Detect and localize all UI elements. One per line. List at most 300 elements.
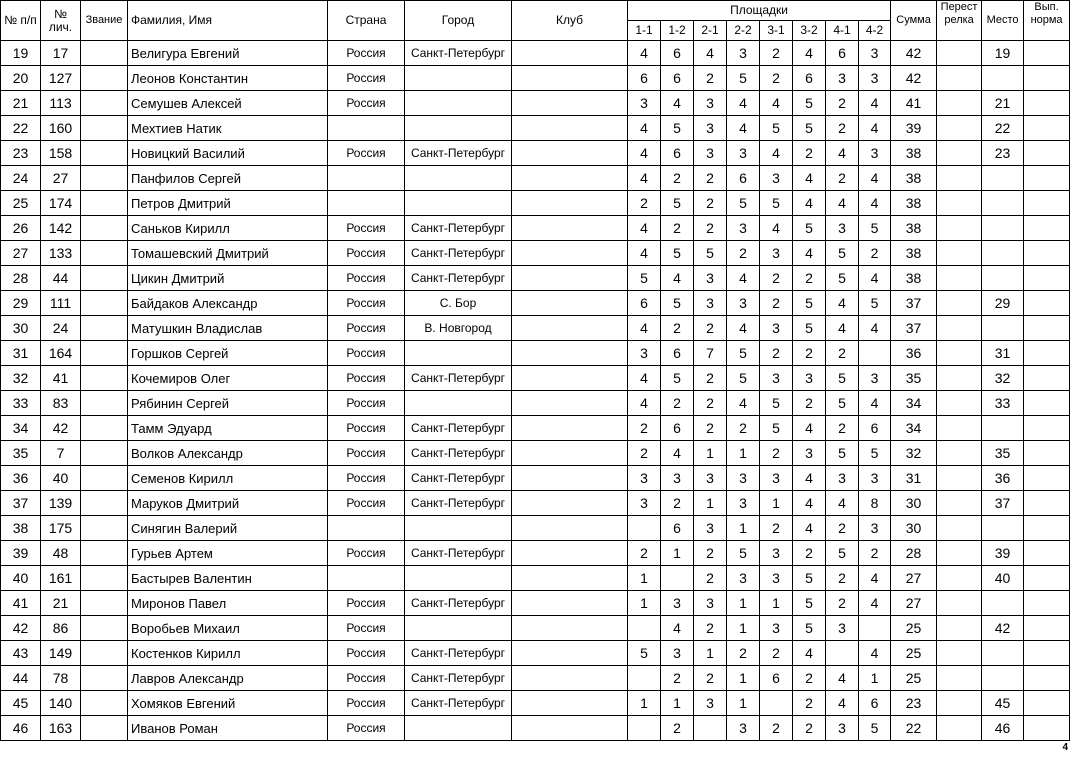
cell-score-4-2: 5 (859, 291, 891, 316)
cell-score-1-1 (628, 616, 661, 641)
cell-score-4-1: 5 (826, 266, 859, 291)
cell-score-2-1: 4 (694, 41, 727, 66)
cell-name: Маруков Дмитрий (128, 491, 328, 516)
cell-score-4-1: 3 (826, 466, 859, 491)
cell-score-1-1 (628, 666, 661, 691)
cell-num-pp: 38 (1, 516, 41, 541)
cell-retake (937, 616, 982, 641)
cell-score-3-1: 2 (760, 441, 793, 466)
cell-score-1-2: 5 (661, 116, 694, 141)
cell-place: 19 (982, 41, 1024, 66)
cell-city: Санкт-Петербург (405, 266, 512, 291)
cell-name: Рябинин Сергей (128, 391, 328, 416)
cell-score-2-1: 3 (694, 591, 727, 616)
cell-score-3-2: 5 (793, 216, 826, 241)
cell-score-1-2: 4 (661, 441, 694, 466)
cell-score-4-2 (859, 616, 891, 641)
cell-score-1-2: 2 (661, 491, 694, 516)
cell-score-4-2: 3 (859, 466, 891, 491)
cell-club (512, 691, 628, 716)
cell-norm (1024, 91, 1070, 116)
cell-norm (1024, 166, 1070, 191)
cell-club (512, 116, 628, 141)
page-number: 4 (1062, 742, 1068, 753)
cell-country: Россия (328, 66, 405, 91)
cell-score-1-2: 6 (661, 141, 694, 166)
cell-rank (81, 316, 128, 341)
cell-score-4-2: 4 (859, 591, 891, 616)
cell-score-2-2: 2 (727, 241, 760, 266)
cell-score-2-1: 2 (694, 541, 727, 566)
cell-score-2-2: 4 (727, 116, 760, 141)
cell-club (512, 466, 628, 491)
cell-city: Санкт-Петербург (405, 441, 512, 466)
cell-num-lich: 42 (41, 416, 81, 441)
cell-score-1-2: 5 (661, 241, 694, 266)
cell-num-lich: 139 (41, 491, 81, 516)
cell-retake (937, 516, 982, 541)
table-row (1, 641, 1070, 666)
table-row (1, 166, 1070, 191)
cell-score-3-1: 6 (760, 666, 793, 691)
cell-city: Санкт-Петербург (405, 41, 512, 66)
cell-score-2-1: 3 (694, 116, 727, 141)
cell-score-4-2: 6 (859, 416, 891, 441)
cell-place (982, 666, 1024, 691)
cell-score-4-2: 3 (859, 366, 891, 391)
cell-club (512, 491, 628, 516)
cell-score-4-2: 3 (859, 516, 891, 541)
cell-num-pp: 36 (1, 466, 41, 491)
cell-score-1-1: 4 (628, 41, 661, 66)
cell-num-lich: 133 (41, 241, 81, 266)
cell-score-2-2: 1 (727, 591, 760, 616)
cell-norm (1024, 566, 1070, 591)
cell-num-pp: 26 (1, 216, 41, 241)
cell-score-4-1: 4 (826, 141, 859, 166)
cell-score-2-2: 3 (727, 716, 760, 741)
cell-place (982, 641, 1024, 666)
cell-score-1-2: 4 (661, 266, 694, 291)
cell-score-3-1: 2 (760, 341, 793, 366)
cell-club (512, 316, 628, 341)
cell-score-4-1: 4 (826, 316, 859, 341)
cell-score-1-2: 2 (661, 216, 694, 241)
cell-country: Россия (328, 541, 405, 566)
cell-score-4-1: 4 (826, 191, 859, 216)
cell-score-3-1: 3 (760, 541, 793, 566)
cell-sum: 38 (891, 216, 937, 241)
cell-score-4-2: 1 (859, 666, 891, 691)
cell-norm (1024, 291, 1070, 316)
cell-score-4-1 (826, 641, 859, 666)
cell-country (328, 166, 405, 191)
header-platform-2-1: 2-1 (694, 21, 727, 41)
cell-rank (81, 266, 128, 291)
cell-score-2-2: 4 (727, 316, 760, 341)
cell-country: Россия (328, 466, 405, 491)
cell-score-2-2: 6 (727, 166, 760, 191)
cell-score-3-1: 5 (760, 116, 793, 141)
cell-name: Петров Дмитрий (128, 191, 328, 216)
cell-score-3-2: 3 (793, 441, 826, 466)
cell-sum: 42 (891, 41, 937, 66)
cell-num-pp: 20 (1, 66, 41, 91)
cell-place (982, 66, 1024, 91)
cell-score-1-1: 3 (628, 466, 661, 491)
cell-num-pp: 33 (1, 391, 41, 416)
cell-retake (937, 691, 982, 716)
cell-score-4-2: 8 (859, 491, 891, 516)
header-norm (1024, 1, 1070, 41)
cell-rank (81, 666, 128, 691)
cell-city: Санкт-Петербург (405, 366, 512, 391)
cell-score-1-2: 3 (661, 591, 694, 616)
cell-score-2-1: 1 (694, 641, 727, 666)
cell-score-4-1: 2 (826, 116, 859, 141)
cell-country (328, 116, 405, 141)
cell-sum: 30 (891, 491, 937, 516)
cell-rank (81, 241, 128, 266)
cell-score-3-1: 4 (760, 216, 793, 241)
cell-retake (937, 641, 982, 666)
cell-place: 33 (982, 391, 1024, 416)
cell-rank (81, 366, 128, 391)
cell-club (512, 616, 628, 641)
cell-rank (81, 716, 128, 741)
cell-sum: 41 (891, 91, 937, 116)
cell-num-pp: 32 (1, 366, 41, 391)
cell-club (512, 191, 628, 216)
cell-score-2-1: 5 (694, 241, 727, 266)
cell-score-2-1: 2 (694, 391, 727, 416)
cell-club (512, 91, 628, 116)
cell-score-3-2: 4 (793, 416, 826, 441)
cell-norm (1024, 116, 1070, 141)
table-header (1, 1, 1070, 41)
cell-score-4-2: 5 (859, 716, 891, 741)
cell-score-1-1: 4 (628, 166, 661, 191)
cell-score-3-2: 4 (793, 241, 826, 266)
cell-retake (937, 41, 982, 66)
table-row (1, 541, 1070, 566)
cell-score-4-2: 2 (859, 541, 891, 566)
cell-score-1-2: 2 (661, 166, 694, 191)
cell-score-4-2: 5 (859, 441, 891, 466)
cell-country: Россия (328, 716, 405, 741)
cell-score-2-1: 3 (694, 291, 727, 316)
cell-score-3-2: 4 (793, 641, 826, 666)
cell-rank (81, 691, 128, 716)
cell-num-pp: 24 (1, 166, 41, 191)
cell-num-lich: 21 (41, 591, 81, 616)
cell-score-4-2: 4 (859, 316, 891, 341)
cell-score-4-2: 4 (859, 391, 891, 416)
cell-city (405, 566, 512, 591)
cell-score-1-1: 4 (628, 116, 661, 141)
cell-score-1-2: 1 (661, 691, 694, 716)
cell-sum: 38 (891, 241, 937, 266)
cell-score-4-1: 6 (826, 41, 859, 66)
cell-city: Санкт-Петербург (405, 216, 512, 241)
cell-name: Цикин Дмитрий (128, 266, 328, 291)
cell-score-1-2: 6 (661, 41, 694, 66)
cell-score-1-2: 5 (661, 366, 694, 391)
cell-country: Россия (328, 241, 405, 266)
cell-norm (1024, 66, 1070, 91)
cell-num-pp: 30 (1, 316, 41, 341)
cell-norm (1024, 341, 1070, 366)
cell-name: Новицкий Василий (128, 141, 328, 166)
cell-place: 21 (982, 91, 1024, 116)
cell-score-4-2: 3 (859, 41, 891, 66)
cell-city (405, 341, 512, 366)
table-row (1, 441, 1070, 466)
table-row (1, 116, 1070, 141)
cell-club (512, 266, 628, 291)
cell-retake (937, 591, 982, 616)
header-rank: Звание (81, 1, 128, 41)
cell-score-2-1 (694, 716, 727, 741)
cell-num-lich: 27 (41, 166, 81, 191)
cell-rank (81, 91, 128, 116)
cell-rank (81, 416, 128, 441)
cell-name: Хомяков Евгений (128, 691, 328, 716)
cell-score-1-2: 6 (661, 416, 694, 441)
cell-norm (1024, 441, 1070, 466)
cell-norm (1024, 316, 1070, 341)
cell-score-3-2: 4 (793, 516, 826, 541)
cell-name: Бастырев Валентин (128, 566, 328, 591)
cell-score-2-2: 3 (727, 141, 760, 166)
cell-score-3-2: 2 (793, 141, 826, 166)
table-row (1, 666, 1070, 691)
cell-num-pp: 28 (1, 266, 41, 291)
cell-club (512, 291, 628, 316)
cell-score-3-1: 5 (760, 391, 793, 416)
cell-sum: 27 (891, 566, 937, 591)
cell-score-3-1: 2 (760, 641, 793, 666)
cell-score-3-1: 1 (760, 491, 793, 516)
cell-score-4-1: 3 (826, 216, 859, 241)
cell-city: С. Бор (405, 291, 512, 316)
cell-rank (81, 166, 128, 191)
cell-retake (937, 266, 982, 291)
cell-score-3-2: 5 (793, 91, 826, 116)
cell-city: Санкт-Петербург (405, 466, 512, 491)
header-place: Место (982, 1, 1024, 41)
cell-country: Россия (328, 366, 405, 391)
cell-num-pp: 41 (1, 591, 41, 616)
cell-norm (1024, 616, 1070, 641)
cell-norm (1024, 366, 1070, 391)
cell-sum: 37 (891, 291, 937, 316)
cell-retake (937, 541, 982, 566)
cell-place: 40 (982, 566, 1024, 591)
cell-score-3-1: 2 (760, 266, 793, 291)
cell-country: Россия (328, 216, 405, 241)
cell-retake (937, 391, 982, 416)
cell-score-4-2: 4 (859, 566, 891, 591)
cell-name: Кочемиров Олег (128, 366, 328, 391)
cell-score-2-2: 2 (727, 641, 760, 666)
cell-score-4-1: 2 (826, 416, 859, 441)
cell-score-4-1: 2 (826, 591, 859, 616)
cell-norm (1024, 216, 1070, 241)
cell-score-1-1: 1 (628, 691, 661, 716)
cell-country: Россия (328, 416, 405, 441)
cell-score-2-2: 1 (727, 616, 760, 641)
cell-score-3-2: 2 (793, 266, 826, 291)
cell-num-lich: 17 (41, 41, 81, 66)
cell-score-4-1: 5 (826, 391, 859, 416)
cell-num-pp: 27 (1, 241, 41, 266)
cell-num-pp: 19 (1, 41, 41, 66)
cell-num-pp: 43 (1, 641, 41, 666)
header-name: Фамилия, Имя (128, 1, 328, 41)
cell-city: Санкт-Петербург (405, 141, 512, 166)
header-city: Город (405, 1, 512, 41)
cell-score-4-2: 4 (859, 266, 891, 291)
table-row (1, 291, 1070, 316)
cell-score-1-1: 3 (628, 491, 661, 516)
cell-score-3-2: 5 (793, 291, 826, 316)
cell-club (512, 241, 628, 266)
cell-num-lich: 163 (41, 716, 81, 741)
cell-score-1-1: 4 (628, 366, 661, 391)
cell-sum: 38 (891, 266, 937, 291)
cell-score-4-2: 4 (859, 116, 891, 141)
cell-score-2-2: 5 (727, 366, 760, 391)
cell-score-1-1: 2 (628, 541, 661, 566)
cell-country: Россия (328, 266, 405, 291)
cell-num-lich: 142 (41, 216, 81, 241)
cell-sum: 38 (891, 166, 937, 191)
cell-score-4-2: 5 (859, 216, 891, 241)
table-row (1, 216, 1070, 241)
cell-norm (1024, 491, 1070, 516)
cell-score-4-2: 6 (859, 691, 891, 716)
cell-rank (81, 441, 128, 466)
cell-score-2-2: 3 (727, 566, 760, 591)
cell-norm (1024, 591, 1070, 616)
cell-name: Миронов Павел (128, 591, 328, 616)
cell-num-lich: 41 (41, 366, 81, 391)
cell-name: Семенов Кирилл (128, 466, 328, 491)
cell-club (512, 441, 628, 466)
cell-score-4-1: 5 (826, 541, 859, 566)
cell-club (512, 141, 628, 166)
table-row (1, 141, 1070, 166)
table-row (1, 516, 1070, 541)
cell-norm (1024, 391, 1070, 416)
cell-score-2-1: 2 (694, 416, 727, 441)
table-row (1, 691, 1070, 716)
cell-name: Воробьев Михаил (128, 616, 328, 641)
header-platform-3-2: 3-2 (793, 21, 826, 41)
table-row (1, 491, 1070, 516)
cell-score-2-2: 1 (727, 516, 760, 541)
cell-score-3-1: 3 (760, 566, 793, 591)
header-platform-4-1: 4-1 (826, 21, 859, 41)
cell-score-1-1: 6 (628, 291, 661, 316)
cell-num-lich: 127 (41, 66, 81, 91)
cell-score-4-2: 4 (859, 641, 891, 666)
table-row (1, 316, 1070, 341)
cell-score-3-2: 2 (793, 716, 826, 741)
cell-country: Россия (328, 141, 405, 166)
cell-city (405, 391, 512, 416)
cell-score-3-1: 2 (760, 291, 793, 316)
cell-country: Россия (328, 316, 405, 341)
cell-score-4-1: 2 (826, 341, 859, 366)
cell-score-1-1: 4 (628, 241, 661, 266)
cell-sum: 34 (891, 416, 937, 441)
table-row (1, 591, 1070, 616)
cell-score-2-1: 2 (694, 566, 727, 591)
table-row (1, 66, 1070, 91)
cell-name: Костенков Кирилл (128, 641, 328, 666)
cell-score-1-1: 4 (628, 316, 661, 341)
cell-score-2-1: 2 (694, 616, 727, 641)
cell-num-pp: 25 (1, 191, 41, 216)
cell-norm (1024, 716, 1070, 741)
cell-rank (81, 566, 128, 591)
cell-name: Лавров Александр (128, 666, 328, 691)
cell-club (512, 41, 628, 66)
cell-name: Тамм Эдуард (128, 416, 328, 441)
cell-score-3-1: 2 (760, 66, 793, 91)
cell-club (512, 366, 628, 391)
cell-score-3-2: 5 (793, 566, 826, 591)
cell-name: Байдаков Александр (128, 291, 328, 316)
cell-score-3-2: 2 (793, 391, 826, 416)
cell-score-3-1: 5 (760, 191, 793, 216)
cell-club (512, 66, 628, 91)
cell-score-4-1: 5 (826, 441, 859, 466)
cell-num-pp: 22 (1, 116, 41, 141)
cell-place: 37 (982, 491, 1024, 516)
header-platform-4-2: 4-2 (859, 21, 891, 41)
cell-num-lich: 44 (41, 266, 81, 291)
header-club: Клуб (512, 1, 628, 41)
cell-score-3-1: 2 (760, 516, 793, 541)
cell-num-pp: 35 (1, 441, 41, 466)
h-norm-label: Вып. норма (1030, 1, 1063, 26)
cell-retake (937, 441, 982, 466)
cell-place (982, 266, 1024, 291)
cell-city (405, 166, 512, 191)
cell-sum: 25 (891, 641, 937, 666)
cell-score-2-1: 3 (694, 466, 727, 491)
cell-retake (937, 566, 982, 591)
cell-norm (1024, 241, 1070, 266)
cell-score-3-1: 5 (760, 416, 793, 441)
cell-num-lich: 161 (41, 566, 81, 591)
cell-place (982, 316, 1024, 341)
cell-place (982, 191, 1024, 216)
cell-rank (81, 191, 128, 216)
cell-sum: 22 (891, 716, 937, 741)
cell-score-4-1: 2 (826, 166, 859, 191)
cell-score-1-2: 1 (661, 541, 694, 566)
cell-score-2-2: 3 (727, 466, 760, 491)
header-platform-1-1: 1-1 (628, 21, 661, 41)
cell-score-1-2: 2 (661, 716, 694, 741)
cell-name: Томашевский Дмитрий (128, 241, 328, 266)
cell-score-2-2: 5 (727, 66, 760, 91)
cell-score-1-1 (628, 516, 661, 541)
